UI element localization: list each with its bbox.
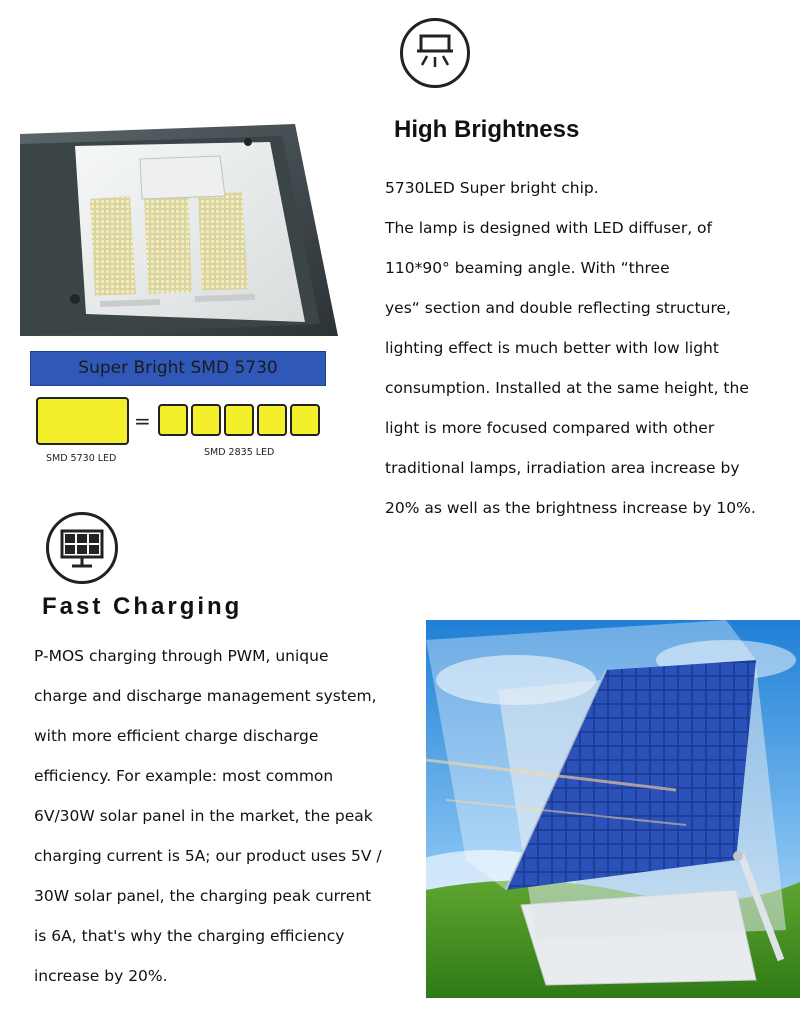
charging-line: charge and discharge management system, [34,687,377,705]
smd-5730-label: SMD 5730 LED [46,453,117,464]
smd-2835-chip [224,404,254,436]
fast-charging-title: Fast Charging [42,593,243,620]
smd-5730-chip [36,397,129,445]
solar-panel-icon [46,512,118,584]
brightness-line: light is more focused compared with other [385,419,715,437]
brightness-line: lighting effect is much better with low light [385,339,719,357]
floodlight-photo [20,124,338,336]
charging-line: with more efficient charge discharge [34,727,319,745]
charging-line: increase by 20%. [34,967,168,985]
brightness-line: 20% as well as the brightness increase by 10%. [385,499,756,517]
brightness-line: yes“ section and double reflecting structure, [385,299,731,317]
brightness-line: consumption. Installed at the same height, the [385,379,749,397]
smd-2835-chip [191,404,221,436]
solar-panel-photo [426,620,800,998]
brightness-line: The lamp is designed with LED diffuser, of [385,219,712,237]
brightness-line: traditional lamps, irradiation area increase by [385,459,740,477]
smd-2835-chip [158,404,188,436]
brightness-description [385,168,756,528]
high-brightness-title: High Brightness [394,116,580,143]
smd-2835-chip [257,404,287,436]
charging-line: 6V/30W solar panel in the market, the peak [34,807,373,825]
charging-description [34,636,382,996]
charging-line: is 6A, that's why the charging efficiency [34,927,345,945]
charging-line: efficiency. For example: most common [34,767,334,785]
smd-2835-label: SMD 2835 LED [204,447,275,458]
charging-line: charging current is 5A; our product uses 5V / [34,847,382,865]
smd-2835-chip [290,404,320,436]
equals-sign: = [134,409,151,433]
brightness-line: 110*90° beaming angle. With “three [385,259,670,277]
smd-banner-text: Super Bright SMD 5730 [78,358,278,378]
ceiling-lamp-icon [400,18,470,88]
charging-line: P-MOS charging through PWM, unique [34,647,329,665]
brightness-line: 5730LED Super bright chip. [385,179,599,197]
charging-line: 30W solar panel, the charging peak current [34,887,372,905]
